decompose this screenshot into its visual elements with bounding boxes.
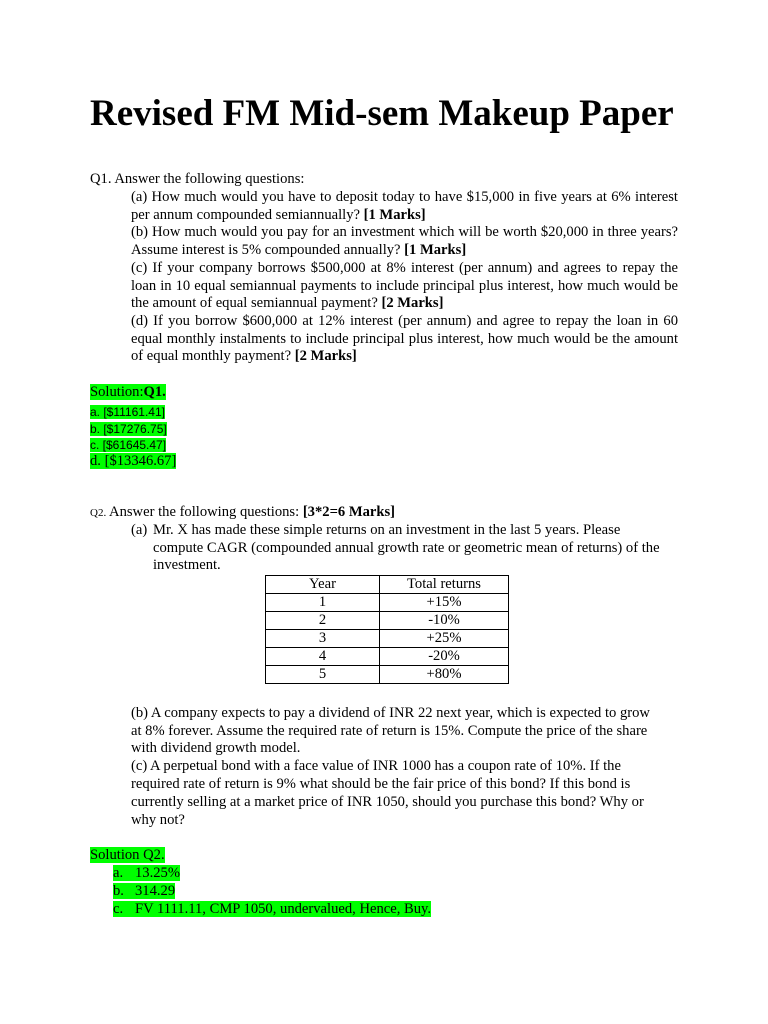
q2-number: Q2. (90, 507, 107, 519)
return-cell: +25% (380, 630, 509, 648)
solution1-heading (90, 384, 166, 402)
q2-part-c-line: required rate of return is 9% what should be the fair price of this bond? If this bond is (131, 776, 631, 792)
solution2-item-marker: b. (113, 883, 124, 899)
year-cell: 4 (266, 648, 380, 666)
return-cell: +80% (380, 666, 509, 684)
q1-heading: Q1. Answer the following questions: (90, 171, 305, 187)
solution2-item-text: FV 1111.11, CMP 1050, undervalued, Hence, Buy. (135, 901, 432, 917)
table-row (266, 612, 509, 630)
solution2-item (113, 883, 175, 901)
return-cell: -10% (380, 612, 509, 630)
return-cell: +15% (380, 594, 509, 612)
solution1-label: Solution: (90, 384, 144, 400)
q2-part-b-line: (b) A company expects to pay a dividend of INR 22 next year, which is expected to grow (131, 705, 650, 721)
solution2-item (113, 865, 180, 883)
q2-part-a-marker: (a) (131, 522, 148, 538)
q2-part-a-line: compute CAGR (compounded annual growth rate or geometric mean of returns) of the (153, 540, 660, 556)
solution1-item: d. [$13346.67] (90, 453, 177, 469)
q2-marks: [3*2=6 Marks] (302, 504, 396, 520)
q1-part-a (131, 189, 678, 224)
q2-part-a-line: Mr. X has made these simple returns on an investment in the last 5 years. Please (153, 522, 621, 538)
q1-part-d-marks: [2 Marks] (294, 348, 357, 365)
solution1-label-bold: Q1. (143, 384, 166, 400)
table-header-row (266, 576, 509, 594)
q1-part-c-marks: [2 Marks] (381, 295, 444, 312)
q1-part-b-text: (b) How much would you pay for an investment which will be worth $20,000 in three years? Assume interest is 5% compounded annually? (131, 224, 678, 258)
year-cell: 5 (266, 666, 380, 684)
column-header-year: Year (266, 576, 380, 594)
q1-part-d-text: (d) If you borrow $600,000 at 12% interest (per annum) and agree to repay the loan in 60 equal monthly instalments to include principal plus interest, how much would be the amount of equal monthly payment? (131, 313, 678, 365)
q1-part-d (131, 313, 678, 366)
return-cell: -20% (380, 648, 509, 666)
q2-part-c-line: currently selling at a market price of INR 1050, should you purchase this bond? Why or (131, 794, 644, 810)
year-cell: 2 (266, 612, 380, 630)
table-row (266, 648, 509, 666)
q1-part-b (131, 224, 678, 259)
solution1-item: b. [$17276.75] (90, 422, 167, 436)
page-title: Revised FM Mid-sem Makeup Paper (90, 93, 674, 134)
column-header-total-returns: Total returns (380, 576, 509, 594)
q1-part-a-marks: [1 Marks] (363, 206, 426, 223)
q1-part-a-text: (a) How much would you have to deposit today to have $15,000 in five years at 6% interest per annum compounded semiannually? (131, 189, 678, 223)
solution2-item-text: 13.25% (135, 865, 180, 881)
q1-part-c (131, 260, 678, 313)
solution2-item-text: 314.29 (135, 883, 176, 899)
solution2-item (113, 901, 431, 919)
year-cell: 3 (266, 630, 380, 648)
table-row (266, 630, 509, 648)
solution1-item: a. [$11161.41] (90, 405, 165, 419)
q2-part-a-line: investment. (153, 557, 221, 573)
q2-heading-text: Answer the following questions: (106, 504, 303, 520)
year-cell: 1 (266, 594, 380, 612)
table-row (266, 594, 509, 612)
returns-table (265, 575, 509, 684)
q2-part-b-line: with dividend growth model. (131, 740, 301, 756)
q2-part-b-line: at 8% forever. Assume the required rate of return is 15%. Compute the price of the share (131, 723, 648, 739)
solution2-heading: Solution Q2. (90, 847, 165, 863)
q2-heading (90, 504, 395, 523)
q2-part-c-line: why not? (131, 812, 185, 828)
solution2-item-marker: a. (113, 865, 124, 881)
q1-part-c-text: (c) If your company borrows $500,000 at 8% interest (per annum) and agrees to repay the loan in 10 equal semiannual payments to include principal plus interest, how much would be the amount of equal semiannual payment? (131, 260, 678, 312)
q2-part-c-line: (c) A perpetual bond with a face value of INR 1000 has a coupon rate of 10%. If the (131, 758, 621, 774)
solution2-item-marker: c. (113, 901, 124, 917)
q1-part-b-marks: [1 Marks] (404, 241, 467, 258)
table-row (266, 666, 509, 684)
solution1-item: c. [$61645.47] (90, 438, 167, 452)
